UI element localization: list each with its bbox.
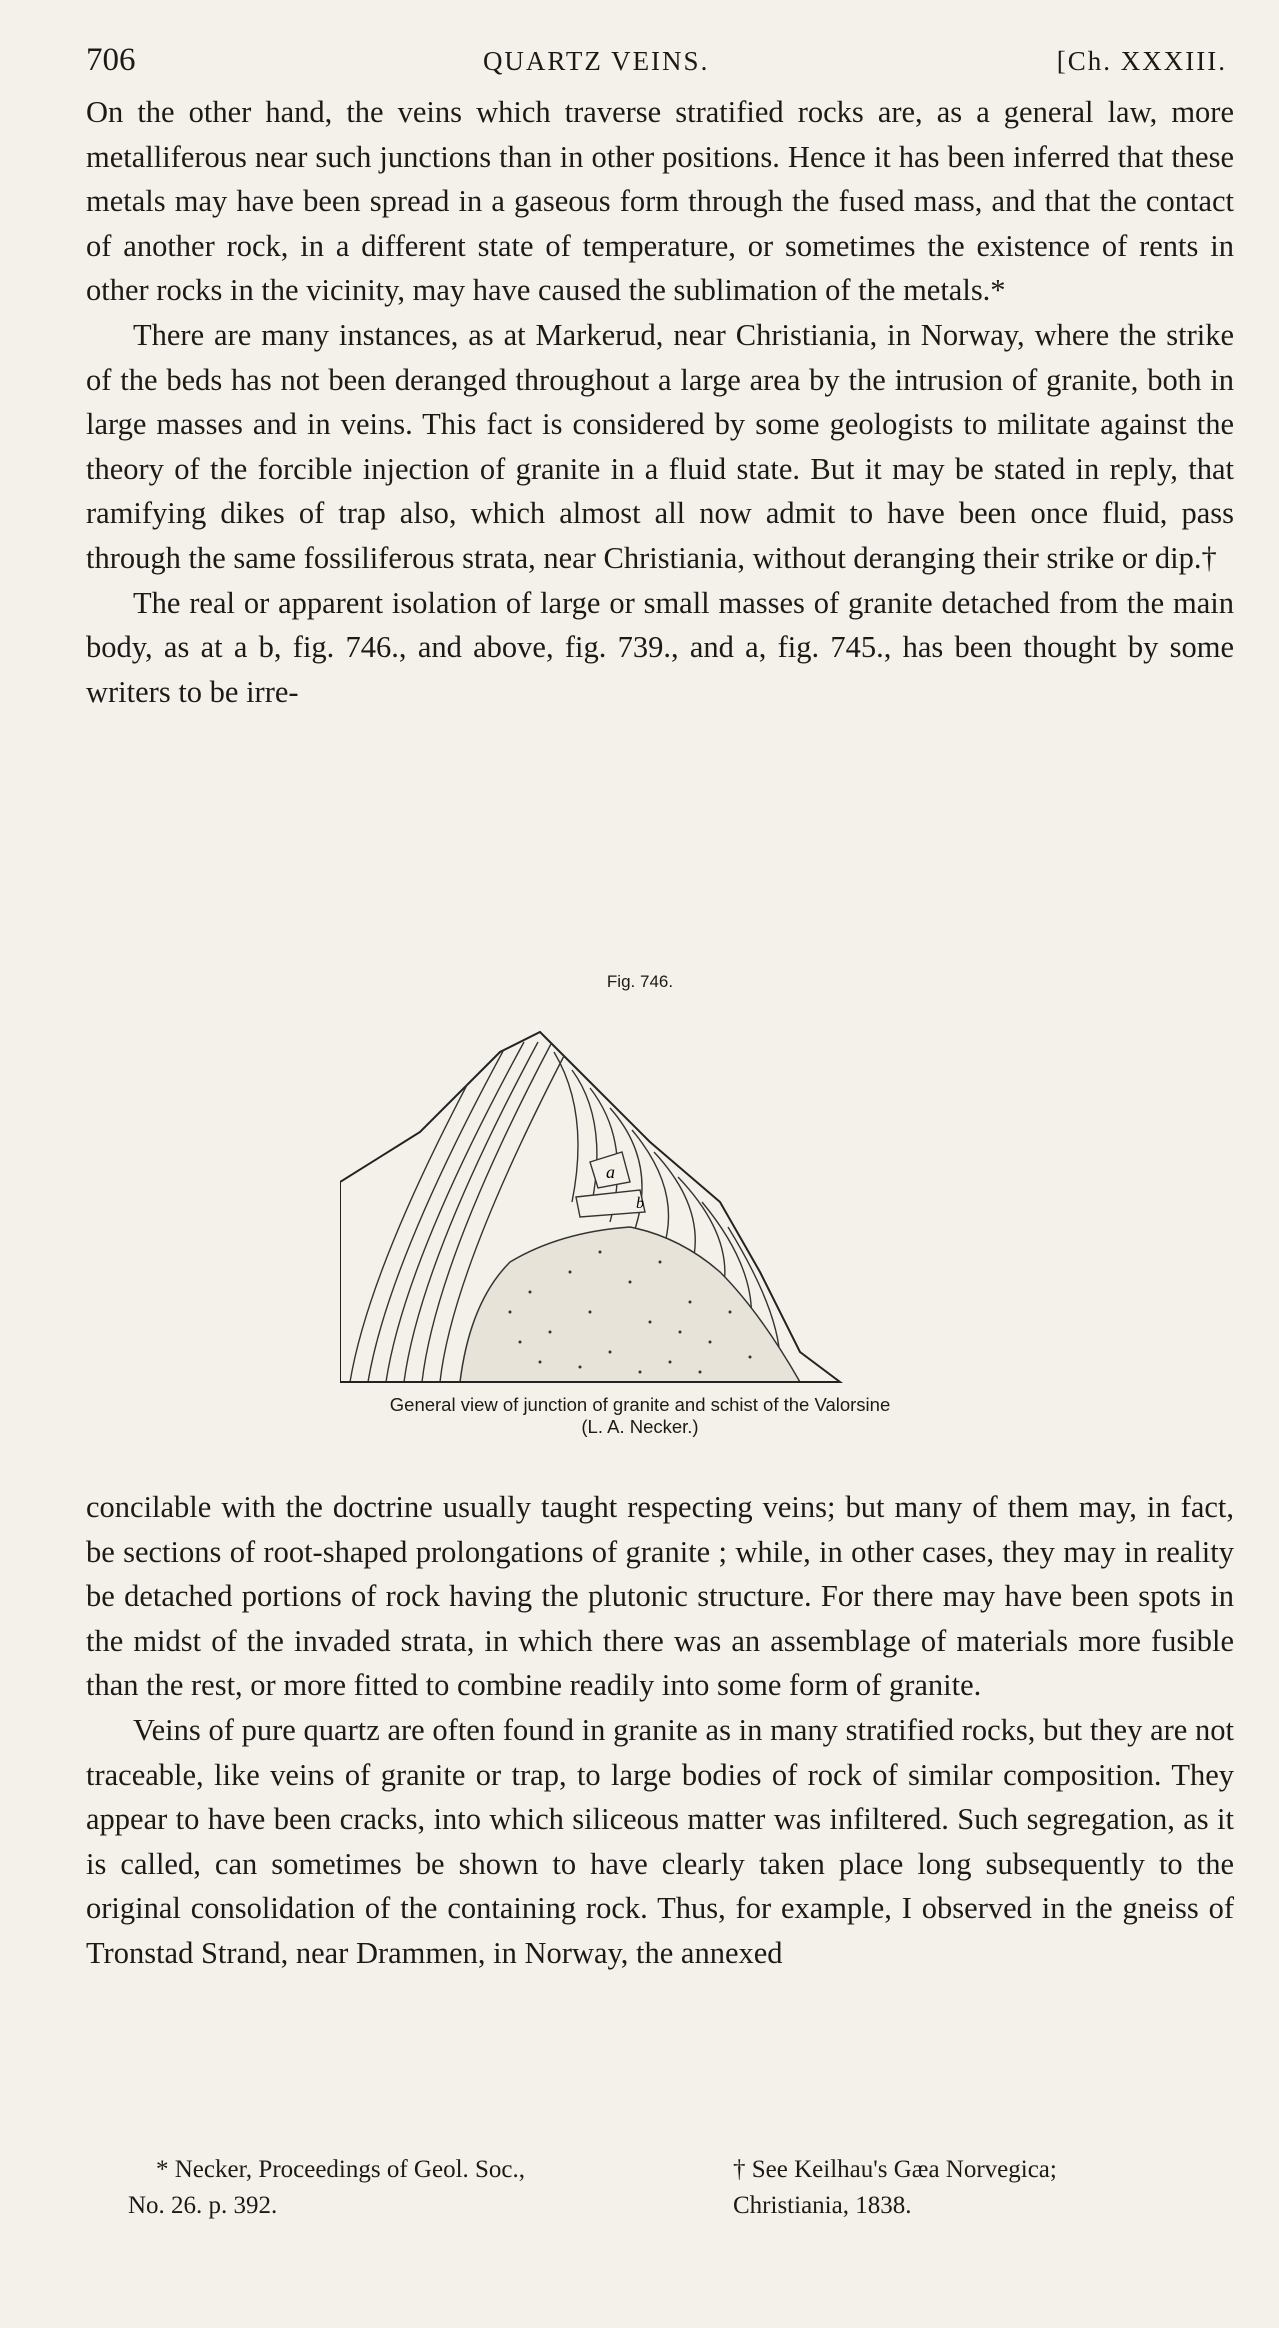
caption-text: General view of junction of granite and schist of the Valorsine — [389, 1394, 891, 1415]
body-text-top — [86, 90, 1234, 714]
chapter-label: [Ch. XXXIII. — [1056, 46, 1227, 76]
footnote-necker — [114, 2152, 681, 2224]
footnote-line: † See Keilhau's Gæa Norvegica; — [733, 2156, 1057, 2183]
mark-a: a — [606, 1162, 615, 1182]
detached-mass-b — [576, 1190, 645, 1217]
mark-b: b — [636, 1195, 644, 1212]
footnote-line: Christiania, 1838. — [733, 2192, 912, 2219]
running-title: QUARTZ VEINS. — [482, 46, 710, 76]
body-text-bottom — [86, 1485, 1234, 1976]
granite-mass — [460, 1227, 800, 1382]
paragraph: The real or apparent isolation of large or small masses of granite detached from the main body, as at a b, fig. 746., and above, fig. 739., and a, fig. 745., has been thought by some writers to be irre- — [86, 585, 1234, 709]
page-number: 706 — [86, 42, 136, 78]
footnote-line: No. 26. p. 392. — [128, 2192, 278, 2219]
footnotes — [114, 2152, 1237, 2224]
figure-label: Fig. 746. — [606, 972, 674, 991]
geology-section-illustration — [340, 1012, 940, 1392]
caption-credit: (L. A. Necker.) — [581, 1416, 699, 1437]
footnote-line: * Necker, Proceedings of Geol. Soc., — [156, 2156, 526, 2183]
paragraph: On the other hand, the veins which traverse stratified rocks are, as a general law, more metalliferous near such junctions than in other positions. Hence it has been inferred that these metals may have been spread in a gaseous form through the fused mass, and that the contact of another rock, in a different state of temperature, or sometimes the existence of rents in other rocks in the vicinity, may have caused the sublimation of the metals.* — [86, 95, 1234, 308]
paragraph: Veins of pure quartz are often found in granite as in many stratified rocks, but they are not traceable, like veins of granite or trap, to large bodies of rock of similar composition. They appear to have been cracks, into which siliceous matter was infiltered. Such segregation, as it is called, can sometimes be shown to have clearly taken place long subsequently to the original consolidation of the containing rock. Thus, for example, I observed in the gneiss of Tronstad Strand, near Drammen, in Norway, the annexed — [86, 1712, 1234, 1970]
figure-caption — [300, 1394, 980, 1438]
paragraph: There are many instances, as at Markerud, near Christiania, in Norway, where the strike of the beds has not been deranged throughout a large area by the intrusion of granite, both in large masses and in veins. This fact is considered by some geologists to militate against the theory of the forcible injection of granite in a fluid state. But it may be stated in reply, that ramifying dikes of trap also, which almost all now admit to have been once fluid, pass through the same fossiliferous strata, near Christiania, without deranging their strike or dip.† — [86, 317, 1234, 575]
footnote-keilhau — [681, 2152, 1237, 2224]
paragraph: concilable with the doctrine usually taught respecting veins; but many of them may, in fact, be sections of root-shaped prolongations of granite ; while, in other cases, they may in reality be detached portions of rock having the plutonic structure. For there may have been spots in the midst of the invaded strata, in which there was an assemblage of materials more fusible than the rest, or more fitted to combine readily into some form of granite. — [86, 1490, 1234, 1703]
page-header — [86, 42, 1227, 82]
figure-746 — [300, 972, 980, 1452]
